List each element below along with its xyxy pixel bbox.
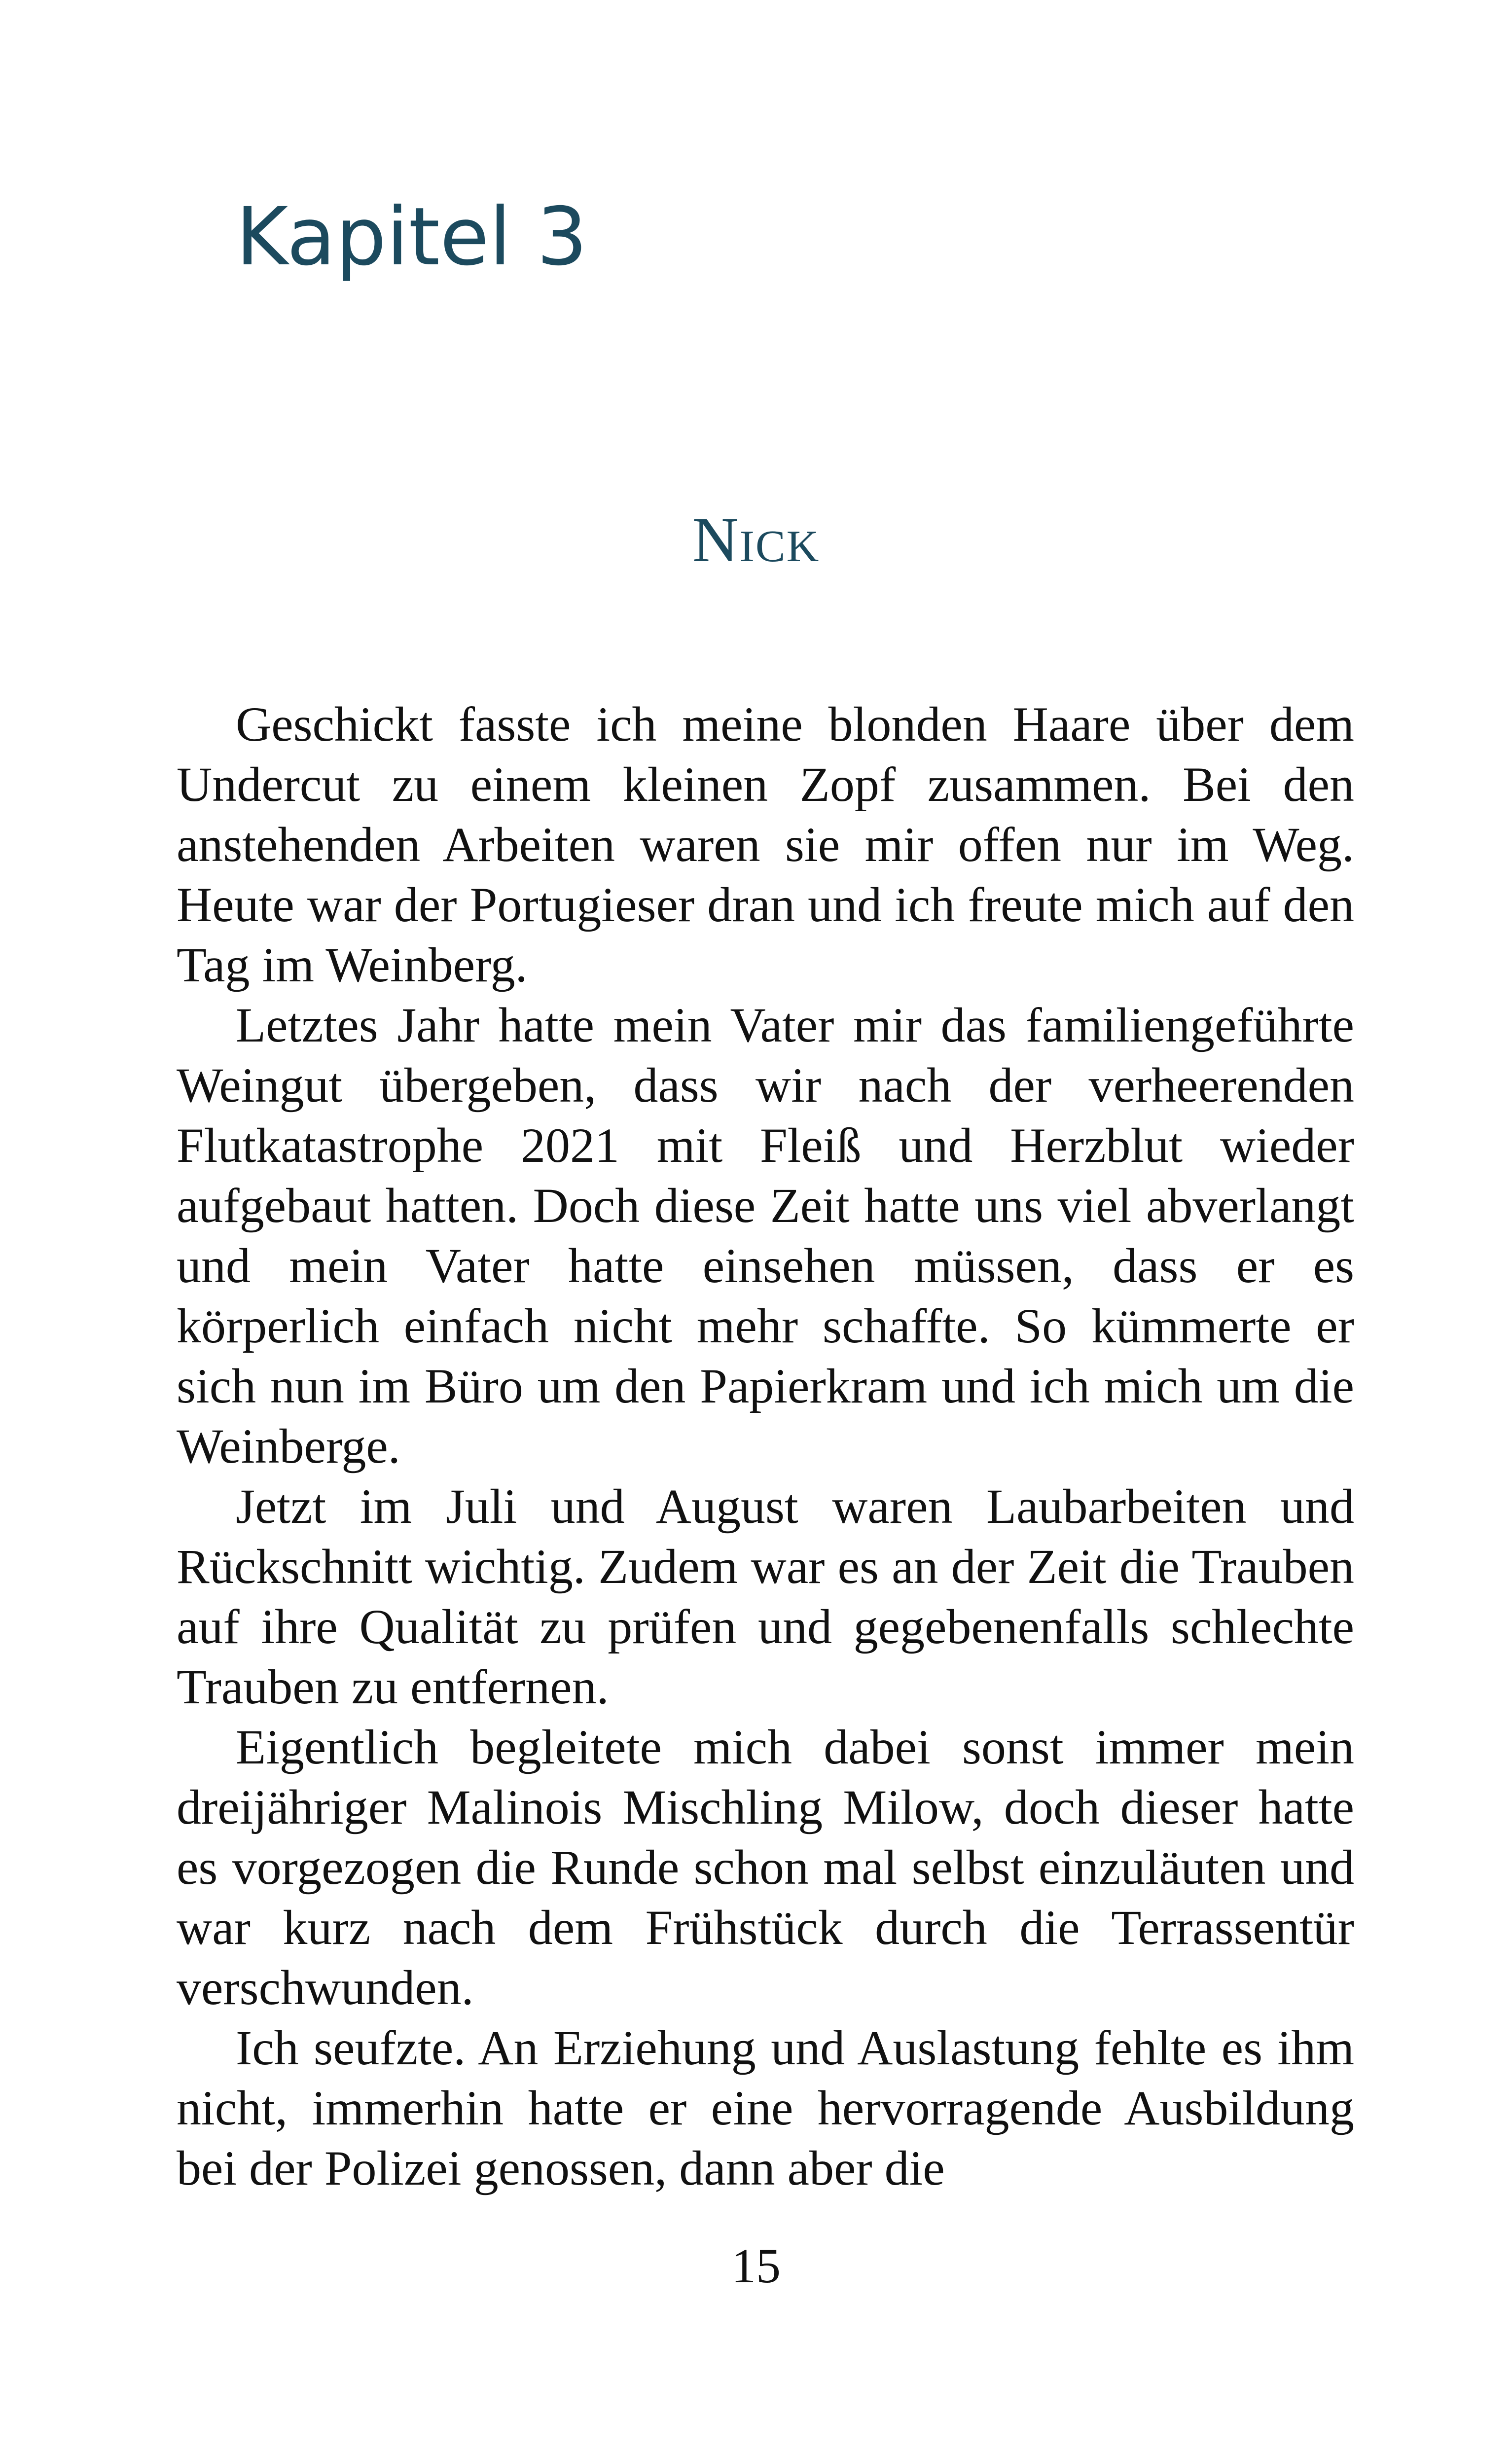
chapter-subtitle: Nick bbox=[692, 504, 820, 575]
paragraph: Eigentlich begleitete mich dabei sonst immer mein dreijähriger Malinois Mischling Milow, doch dieser hatte es vorgezogen die Runde schon mal selbst einzuläuten und war kurz nach dem Frühstück durch die Terrassentür verschwunden. bbox=[177, 1720, 1354, 2015]
body-text bbox=[177, 694, 1354, 2198]
chapter-title: Kapitel 3 bbox=[236, 191, 588, 284]
paragraph: Ich seufzte. An Erziehung und Auslastung fehlte es ihm nicht, immerhin hatte er eine hervorragende Ausbildung bei der Polizei genossen, dann aber die bbox=[177, 2020, 1354, 2195]
paragraph: Letztes Jahr hatte mein Vater mir das familiengeführte Weingut übergeben, dass wir nach der verheerenden Flutkatastrophe 2021 mit Fleiß und Herzblut wieder aufgebaut hatten. Doch diese Zeit hatte uns viel abverlangt und mein Vater hatte einsehen müssen, dass er es körperlich einfach nicht mehr schaffte. So kümmerte er sich nun im Büro um den Papierkram und ich mich um die Weinberge. bbox=[177, 998, 1354, 1474]
paragraph: Jetzt im Juli und August waren Laubarbeiten und Rückschnitt wichtig. Zudem war es an der Zeit die Trauben auf ihre Qualität zu prüfen und gegebenenfalls schlechte Trauben zu entfernen. bbox=[177, 1479, 1354, 1714]
paragraph: Geschickt fasste ich meine blonden Haare über dem Undercut zu einem kleinen Zopf zusammen. Bei den anstehenden Arbeiten waren sie mir offen nur im Weg. Heute war der Portugieser dran und ich freute mich auf den Tag im Weinberg. bbox=[177, 697, 1354, 992]
page-number: 15 bbox=[731, 2238, 781, 2293]
